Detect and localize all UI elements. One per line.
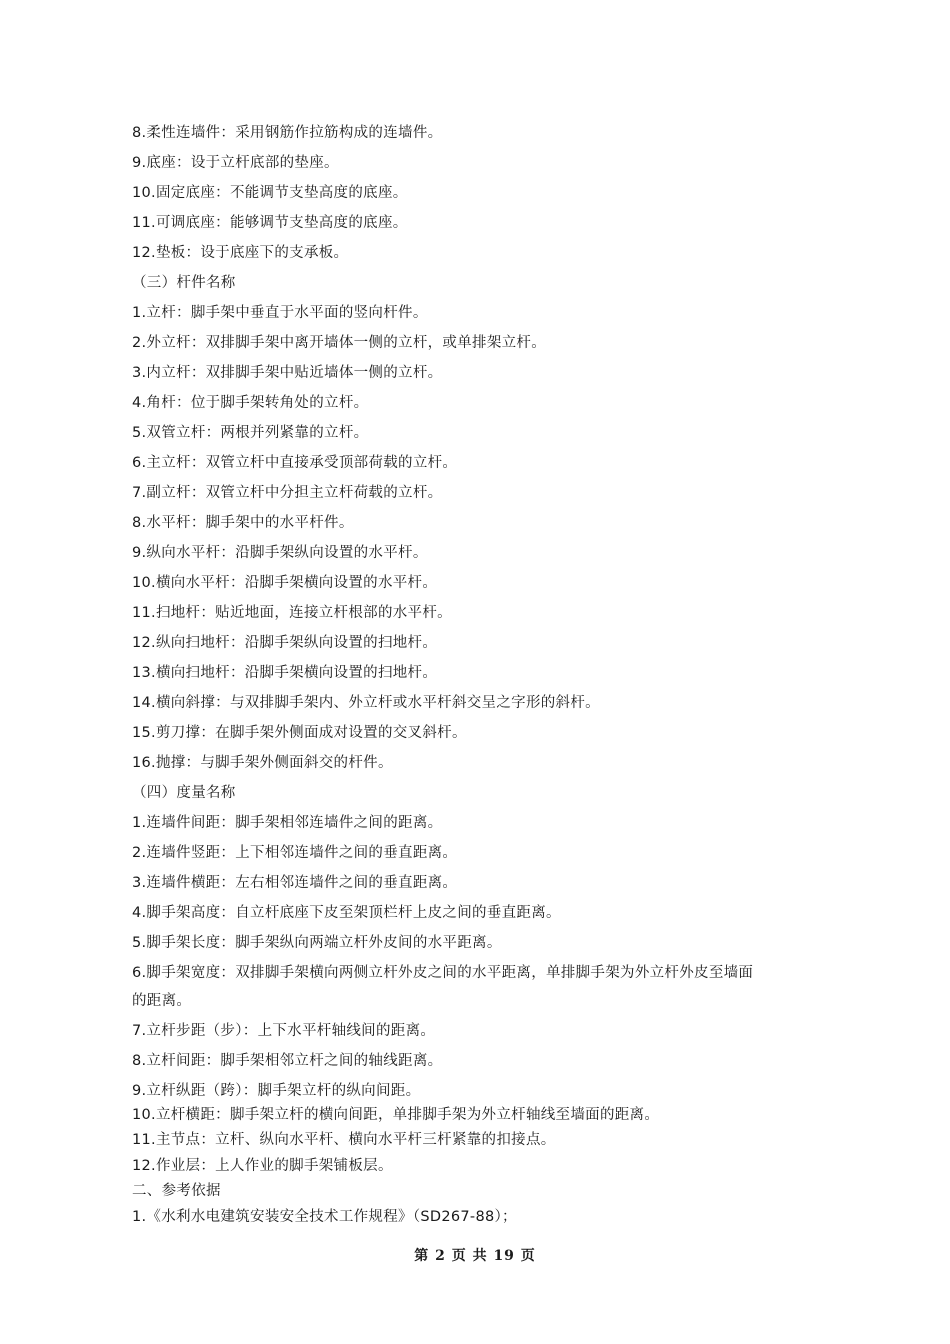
text-line: 9.纵向水平杆：沿脚手架纵向设置的水平杆。	[132, 545, 428, 561]
text-line: 11.主节点：立杆、纵向水平杆、横向水平杆三杆紧靠的扣接点。	[132, 1132, 556, 1148]
text-line: 9.底座：设于立杆底部的垫座。	[132, 155, 339, 171]
text-line: 16.抛撑：与脚手架外侧面斜交的杆件。	[132, 755, 393, 771]
text-line: 5.脚手架长度：脚手架纵向两端立杆外皮间的水平距离。	[132, 935, 502, 951]
text-line: 4.脚手架高度：自立杆底座下皮至架顶栏杆上皮之间的垂直距离。	[132, 905, 561, 921]
text-line: 7.立杆步距（步）：上下水平杆轴线间的距离。	[132, 1023, 436, 1039]
text-line: 1.《水利水电建筑安装安全技术工作规程》（SD267-88）；	[132, 1209, 517, 1225]
text-line: 5.双管立杆：两根并列紧靠的立杆。	[132, 425, 369, 441]
text-line: 6.脚手架宽度：双排脚手架横向两侧立杆外皮之间的水平距离，单排脚手架为外立杆外皮至墙面	[132, 965, 754, 981]
text-line: 14.横向斜撑：与双排脚手架内、外立杆或水平杆斜交呈之字形的斜杆。	[132, 695, 600, 711]
section-heading: 二、参考依据	[132, 1183, 221, 1199]
text-line: 15.剪刀撑：在脚手架外侧面成对设置的交叉斜杆。	[132, 725, 467, 741]
text-line: 6.主立杆：双管立杆中直接承受顶部荷载的立杆。	[132, 455, 458, 471]
section-heading: （四）度量名称	[132, 785, 236, 801]
text-line: 12.垫板：设于底座下的支承板。	[132, 245, 349, 261]
text-line: 3.连墙件横距：左右相邻连墙件之间的垂直距离。	[132, 875, 458, 891]
section-heading: （三）杆件名称	[132, 275, 236, 291]
text-line: 11.扫地杆：贴近地面，连接立杆根部的水平杆。	[132, 605, 452, 621]
text-line: 1.连墙件间距：脚手架相邻连墙件之间的距离。	[132, 815, 443, 831]
text-line: 8.水平杆：脚手架中的水平杆件。	[132, 515, 354, 531]
text-line: 2.连墙件竖距：上下相邻连墙件之间的垂直距离。	[132, 845, 458, 861]
text-line: 9.立杆纵距（跨）：脚手架立杆的纵向间距。	[132, 1083, 421, 1099]
text-line: 13.横向扫地杆：沿脚手架横向设置的扫地杆。	[132, 665, 438, 681]
text-line: 11.可调底座：能够调节支垫高度的底座。	[132, 215, 408, 231]
text-line: 2.外立杆：双排脚手架中离开墙体一侧的立杆，或单排架立杆。	[132, 335, 547, 351]
text-line: 3.内立杆：双排脚手架中贴近墙体一侧的立杆。	[132, 365, 443, 381]
text-line: 的距离。	[132, 993, 192, 1009]
text-line: 7.副立杆：双管立杆中分担主立杆荷载的立杆。	[132, 485, 443, 501]
text-line: 10.横向水平杆：沿脚手架横向设置的水平杆。	[132, 575, 438, 591]
page-footer: 第 2 页 共 19 页	[414, 1248, 536, 1264]
text-line: 8.柔性连墙件：采用钢筋作拉筋构成的连墙件。	[132, 125, 443, 141]
text-line: 10.立杆横距：脚手架立杆的横向间距，单排脚手架为外立杆轴线至墙面的距离。	[132, 1107, 660, 1123]
text-line: 10.固定底座：不能调节支垫高度的底座。	[132, 185, 408, 201]
text-line: 12.纵向扫地杆：沿脚手架纵向设置的扫地杆。	[132, 635, 438, 651]
text-line: 8.立杆间距：脚手架相邻立杆之间的轴线距离。	[132, 1053, 443, 1069]
text-line: 12.作业层：上人作业的脚手架铺板层。	[132, 1158, 393, 1174]
text-line: 1.立杆：脚手架中垂直于水平面的竖向杆件。	[132, 305, 428, 321]
text-line: 4.角杆：位于脚手架转角处的立杆。	[132, 395, 369, 411]
